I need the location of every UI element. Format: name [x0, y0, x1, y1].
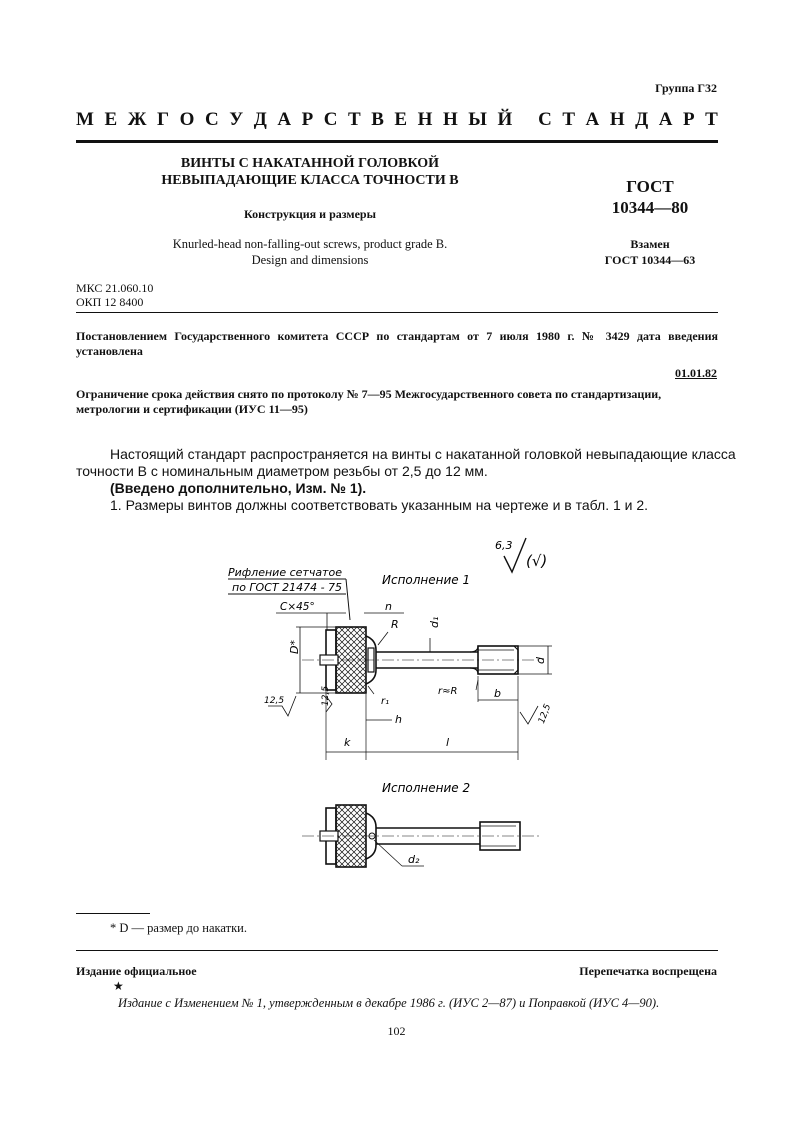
english-title-line-2: Design and dimensions	[251, 253, 369, 267]
dim-n: n	[385, 600, 392, 613]
roughness-mark-1: 12,5	[264, 696, 285, 706]
banner-letter: С	[538, 109, 552, 130]
dim-l: l	[446, 736, 450, 749]
banner-letter: Ж	[127, 109, 147, 130]
variant-2-label: Исполнение 2	[382, 781, 471, 795]
banner-letter: Е	[104, 109, 118, 130]
dim-h: h	[395, 713, 402, 726]
banner-letter: У	[229, 109, 244, 130]
group-code: Группа Г32	[655, 81, 717, 95]
banner-letter: Г	[157, 109, 170, 130]
introduced-note: (Введено дополнительно, Изм. № 1).	[110, 480, 367, 496]
banner-letter: Т	[347, 109, 361, 130]
roughness-paren: (√)	[526, 552, 548, 570]
footer-rule	[76, 950, 718, 951]
body-paragraph-line-1: Настоящий стандарт распространяется на винты с накатанной головкой невыпадающие класса	[110, 446, 736, 462]
dim-R: R	[391, 618, 399, 631]
banner-letter: Т	[562, 109, 576, 130]
banner-letter: Р	[301, 109, 314, 130]
gost-number: 10344—80	[611, 198, 689, 217]
replaces-block	[580, 236, 720, 268]
document-subtitle: Конструкция и размеры	[244, 207, 376, 221]
banner-letter: С	[204, 109, 219, 130]
banner-letter: Т	[705, 109, 718, 130]
banner-letter: А	[277, 109, 292, 130]
screw-drawing	[0, 528, 793, 888]
knurl-label-1: Рифление сетчатое	[228, 566, 342, 579]
footnote-rule	[76, 913, 150, 914]
banner-letter: Д	[635, 109, 649, 130]
banner-letter: Й	[497, 109, 513, 130]
header-rule	[76, 140, 718, 143]
dim-r-approx-R: r≈R	[438, 686, 458, 697]
banner-letter: Н	[442, 109, 458, 130]
banner-letter: Д	[253, 109, 267, 130]
chamfer-label: C×45°	[280, 601, 315, 613]
knurl-label-2: по ГОСТ 21474 - 75	[232, 581, 343, 594]
mks-code: МКС 21.060.10	[76, 281, 154, 295]
banner-letter: Н	[609, 109, 625, 130]
banner-letter: А	[585, 109, 600, 130]
footnote: * D — размер до накатки.	[110, 921, 247, 935]
title-line-1: ВИНТЫ С НАКАТАННОЙ ГОЛОВКОЙ	[180, 156, 440, 171]
banner-letter	[523, 109, 528, 131]
replaces-value: ГОСТ 10344—63	[604, 253, 696, 267]
banner-letter: А	[658, 109, 673, 130]
limit-text: Ограничение срока действия снято по протоколу № 7—95 Межгосударственного совета по стандартизации, метрологии и сертификации (ИУС 11—95)	[76, 387, 662, 416]
classification-codes	[76, 281, 153, 309]
roughness-mark-3: 12,5	[537, 702, 554, 726]
reprint-prohibited: Перепечатка воспрещена	[579, 964, 717, 978]
decree-text: Постановлением Государственного комитета СССР по стандартам от 7 июля 1980 г. № 3429 дата введения установлена	[76, 329, 718, 358]
english-title	[150, 236, 470, 268]
banner-letter: С	[323, 109, 338, 130]
clause-1: 1. Размеры винтов должны соответствовать указанным на чертеже и в табл. 1 и 2.	[110, 497, 649, 513]
dim-r1: r₁	[381, 696, 390, 707]
banner-letter: Р	[683, 109, 695, 130]
gost-label: ГОСТ	[626, 177, 674, 196]
banner-letter: Н	[417, 109, 433, 130]
banner-letter: О	[179, 109, 195, 130]
amendment-note: Издание с Изменением № 1, утвержденным в декабре 1986 г. (ИУС 2—87) и Поправкой (ИУС 4—90).	[118, 996, 660, 1010]
effective-date: 01.01.82	[675, 366, 717, 380]
dim-d2: d₂	[408, 853, 420, 866]
okp-code: ОКП 12 8400	[76, 295, 144, 309]
official-edition: Издание официальное	[76, 964, 197, 978]
banner-letter: Ы	[468, 109, 487, 130]
dim-b: b	[494, 687, 501, 700]
roughness-value: 6,3	[495, 539, 513, 552]
roughness-mark-2: 12,5	[321, 685, 331, 706]
star-icon: ★	[113, 979, 124, 993]
banner-letter: В	[371, 109, 384, 130]
variant-1-label: Исполнение 1	[382, 573, 471, 587]
dim-d: d	[534, 657, 547, 664]
codes-rule	[76, 312, 718, 313]
english-title-line-1: Knurled-head non-falling-out screws, product grade B.	[172, 237, 448, 251]
document-title	[150, 155, 470, 189]
replaces-label: Взамен	[630, 237, 670, 251]
banner-letter: М	[76, 109, 94, 130]
dim-d1: d₁	[428, 616, 441, 628]
page-number: 102	[387, 1024, 406, 1038]
gost-designation	[590, 176, 710, 218]
dim-k: k	[344, 736, 351, 749]
standard-banner	[76, 109, 718, 131]
body-paragraph-line-2: точности В с номинальным диаметром резьбы от 2,5 до 12 мм.	[76, 463, 488, 479]
dim-D: D*	[288, 640, 301, 654]
banner-letter: Е	[394, 109, 408, 130]
title-line-2: НЕВЫПАДАЮЩИЕ КЛАССА ТОЧНОСТИ В	[161, 173, 459, 188]
